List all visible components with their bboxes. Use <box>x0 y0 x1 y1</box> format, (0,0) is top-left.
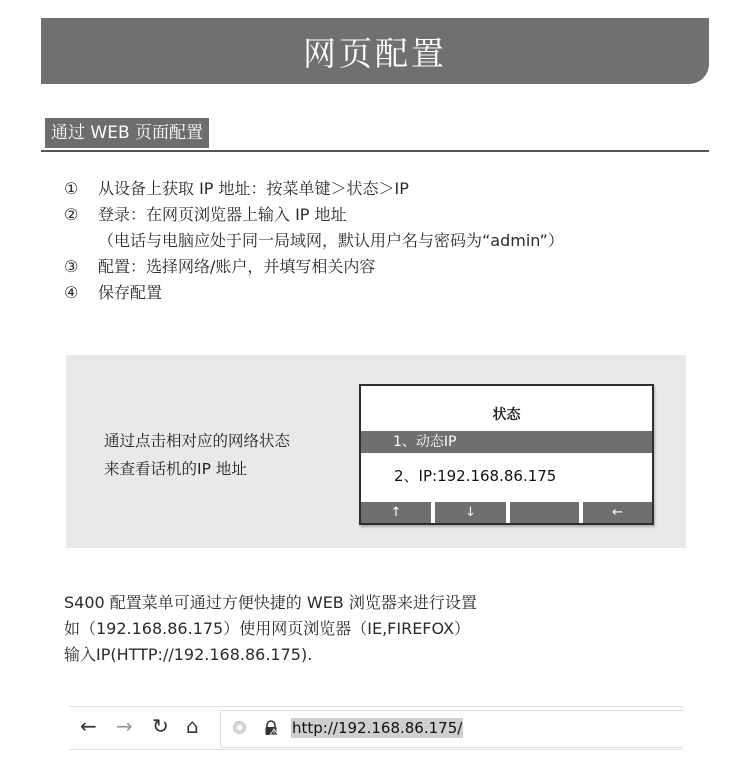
step-number: ② <box>64 205 79 224</box>
back-icon[interactable]: ← <box>80 714 97 738</box>
softkey-bar <box>361 502 652 523</box>
step-note: （电话与电脑应处于同一局域网，默认用户名与密码为“admin”） <box>98 231 564 250</box>
softkey-up-button[interactable]: ↑ <box>361 502 431 523</box>
menu-item-ip-address[interactable]: 2、IP:192.168.86.175 <box>394 467 557 485</box>
lock-warning-icon[interactable] <box>263 720 279 736</box>
step-text: 配置：选择网络/账户，并填写相关内容 <box>98 257 376 276</box>
address-bar[interactable] <box>220 710 683 748</box>
softkey-down-button[interactable]: ↓ <box>435 502 506 523</box>
reload-icon[interactable]: ↻ <box>152 714 169 738</box>
step-number: ③ <box>64 257 79 276</box>
panel-description <box>104 427 290 483</box>
page-title: 网页配置 <box>303 33 447 73</box>
description-line: 输入IP(HTTP://192.168.86.175). <box>64 645 313 664</box>
phone-screen <box>359 384 654 525</box>
status-panel <box>66 355 686 548</box>
browser-toolbar <box>68 706 683 750</box>
description <box>64 590 477 668</box>
url-text[interactable]: http://192.168.86.175/ <box>292 719 463 737</box>
step-item <box>64 176 564 202</box>
forward-icon[interactable]: → <box>116 714 133 738</box>
description-line: 如（192.168.86.175）使用网页浏览器（IE,FIREFOX） <box>64 619 471 638</box>
step-number: ① <box>64 179 79 198</box>
step-number: ④ <box>64 283 79 302</box>
panel-text-line: 通过点击相对应的网络状态 <box>104 432 291 450</box>
banner <box>41 18 709 84</box>
step-item <box>64 254 564 280</box>
step-text: 登录：在网页浏览器上输入 IP 地址 <box>98 205 347 224</box>
softkey-back-button[interactable]: ← <box>583 502 652 523</box>
panel-text-line: 来查看话机的IP 地址 <box>104 460 247 478</box>
info-icon[interactable] <box>233 721 246 734</box>
step-text: 保存配置 <box>98 283 163 302</box>
step-text: 从设备上获取 IP 地址：按菜单键＞状态＞IP <box>98 179 409 198</box>
softkey-blank-button[interactable] <box>510 502 579 523</box>
section-label: 通过 WEB 页面配置 <box>45 118 209 148</box>
step-item <box>64 280 564 306</box>
menu-item-dynamic-ip[interactable]: 1、动态IP <box>361 431 652 453</box>
section-header <box>41 118 709 152</box>
home-icon[interactable]: ⌂ <box>186 714 199 738</box>
step-item <box>64 202 564 228</box>
screen-title: 状态 <box>492 407 521 423</box>
description-line: S400 配置菜单可通过方便快捷的 WEB 浏览器来进行设置 <box>64 593 477 612</box>
steps-list <box>64 176 564 306</box>
